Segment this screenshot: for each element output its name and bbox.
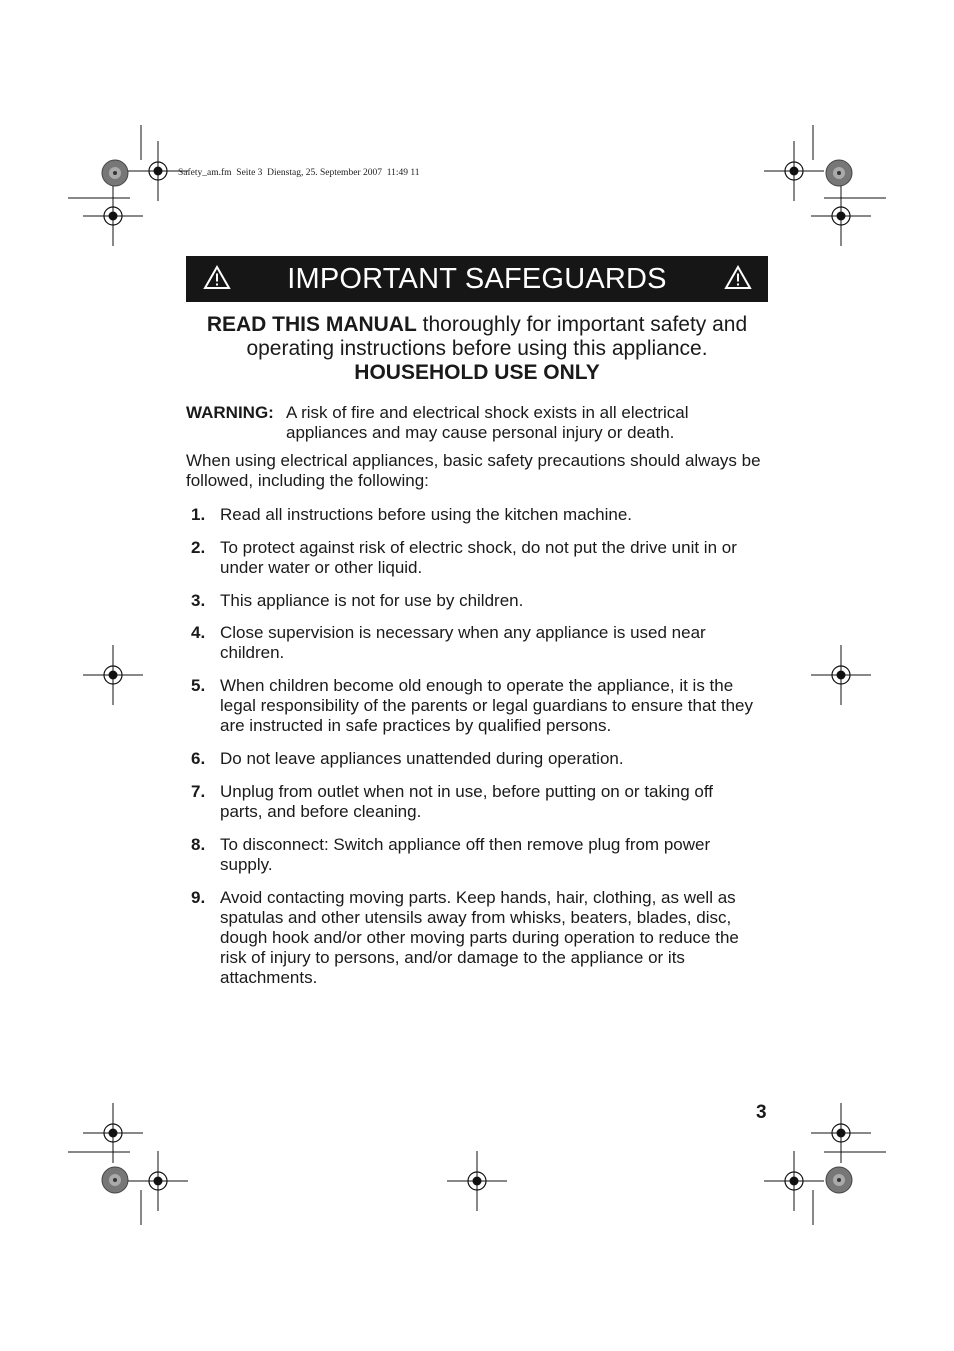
item-number: 1.: [191, 505, 206, 524]
warning-text: A risk of fire and electrical shock exists in all electrical appliances and may cause personal injury or death.: [286, 403, 689, 442]
item-number: 2.: [191, 538, 206, 557]
intro-line-2: operating instructions before using this appliance.: [246, 337, 708, 360]
intro-block: [186, 313, 768, 385]
general-precautions: When using electrical appliances, basic safety precautions should always be followed, including the following:: [186, 451, 761, 490]
intro-line-1: [186, 313, 768, 337]
item-text: To disconnect: Switch appliance off then remove plug from power supply.: [220, 835, 711, 874]
item-text: Read all instructions before using the kitchen machine.: [220, 505, 633, 524]
item-number: 3.: [191, 591, 206, 610]
item-number: 6.: [191, 749, 206, 768]
banner-title: IMPORTANT SAFEGUARDS: [287, 263, 667, 295]
item-text: Do not leave appliances unattended during operation.: [220, 749, 624, 768]
item-text: This appliance is not for use by children.: [220, 591, 524, 610]
warning-triangle-icon: [724, 265, 752, 295]
item-number: 5.: [191, 676, 206, 695]
item-text: Close supervision is necessary when any appliance is used near children.: [220, 623, 706, 662]
page-number: 3: [756, 1102, 767, 1123]
item-text: Unplug from outlet when not in use, before putting on or taking off parts, and before cleaning.: [220, 782, 713, 821]
household-use-heading: HOUSEHOLD USE ONLY: [354, 361, 600, 384]
intro-lead-rest: thoroughly for important safety and: [416, 313, 748, 336]
item-number: 4.: [191, 623, 206, 642]
item-text: Avoid contacting moving parts. Keep hands, hair, clothing, as well as spatulas and other utensils away from whisks, beaters, blades, disc, dough hook and/or other moving parts during operation to reduce the risk of injury to persons, and/or damage to the appliance or its attachments.: [220, 888, 739, 987]
item-number: 7.: [191, 782, 206, 801]
read-manual-emphasis: READ THIS MANUAL: [206, 313, 417, 336]
file-slug-line: Safety_am.fm Seite 3 Dienstag, 25. September 2007 11:49 11: [178, 168, 420, 178]
warning-label: WARNING:: [186, 403, 274, 422]
item-number: 8.: [191, 835, 206, 854]
item-text: To protect against risk of electric shock, do not put the drive unit in or under water or other liquid.: [220, 538, 737, 577]
item-number: 9.: [191, 888, 206, 907]
safeguards-banner: [186, 256, 768, 302]
item-text: When children become old enough to operate the appliance, it is the legal responsibility of the parents or legal guardians to ensure that they are instructed in safe practices by qualified persons.: [220, 676, 753, 735]
